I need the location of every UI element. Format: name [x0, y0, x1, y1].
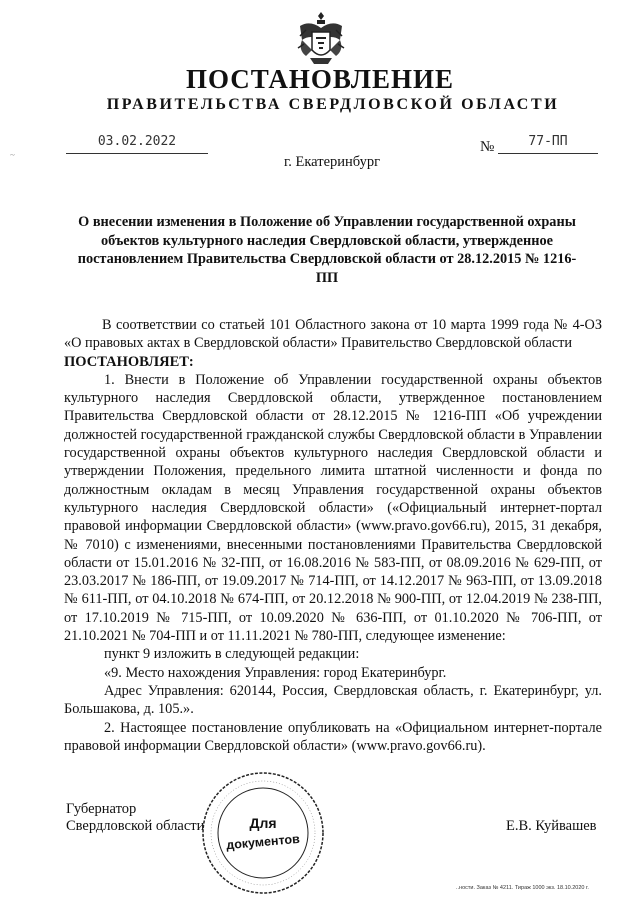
signatory-title-line2: Свердловской области [66, 818, 205, 834]
sub-item-1: пункт 9 изложить в следующей редакции: [104, 646, 360, 663]
sub-item-3: Адрес Управления: 620144, Россия, Свердловская область, г. Екатеринбург, ул. Большакова, д. 105.». [64, 682, 602, 718]
city-line: г. Екатеринбург [283, 154, 381, 170]
signatory-title-line1: Губернатор [66, 801, 137, 817]
issuer-subtitle: ПРАВИТЕЛЬСТВА СВЕРДЛОВСКОЙ ОБЛАСТИ [106, 96, 560, 113]
sub-item-2: «9. Место нахождения Управления: город Екатеринбург. [104, 664, 447, 681]
signatory-name: Е.В. Куйвашев [506, 818, 597, 834]
paragraph-2: 2. Настоящее постановление опубликовать на «Официальном интернет-портале правовой информации Свердловской области» (www.pravo.gov66.ru). [64, 719, 602, 754]
document-date: 03.02.2022 [97, 134, 177, 149]
document-type-title: ПОСТАНОВЛЕНИЕ [185, 64, 455, 94]
number-sign: № [480, 139, 495, 155]
coat-of-arms-icon [296, 10, 346, 66]
margin-mark: ~ [10, 150, 15, 160]
official-stamp [200, 770, 326, 896]
stamp-text-line2: документов [225, 831, 301, 853]
print-footer: ..ности. Заказ № 4211. Тираж 1000 экз. 18.10.2020 г. [456, 885, 589, 891]
paragraph-1: 1. Внести в Положение об Управлении государственной охраны объектов культурного наследия Свердловской области, утвержденное постановлением Правительства Свердловской области от 28.12.2015 № 1216-ПП «Об учреждении должностей государственной гражданской службы Свердловской области в Управлении государственной охраны объектов культурного наследия Свердловской области и утверждении Положения, предельного лимита штатной численности и фонда по должностным окладам в месяц Управления государственной охраны объектов культурного наследия Свердловской области» («Официальный интернет-портал правовой информации Свердловской области» (www.pravo.gov66.ru), 2015, 31 декабря, № 7010) с изменениями, внесенными постановлениями Правительства Свердловской области от 15.01.2016 № 32-ПП, от 16.08.2016 № 583-ПП, от 08.09.2016 № 629-ПП, от 23.03.2017 № 186-ПП, от 19.09.2017 № 714-ПП, от 14.12.2017 № 963-ПП, от 13.09.2018 № 611-ПП, от 04.10.2018 № 674-ПП, от 20.12.2018 № 900-ПП, от 12.04.2019 № 238-ПП, от 17.10.2019 № 715-ПП, от 10.09.2020 № 636-ПП, от 01.10.2020 № 706-ПП, от 21.10.2021 № 704-ПП и от 11.11.2021 № 780-ПП, следующее изменение: [64, 371, 602, 645]
document-body [64, 316, 602, 755]
document-heading: О внесении изменения в Положение об Управлении государственной охраны объектов культурного наследия Свердловской области, утвержденное постановлением Правительства Свердловской области от 28.12.2015 № 1216-ПП [77, 214, 577, 286]
stamp-text-line1: Для [249, 815, 277, 831]
decree-word: ПОСТАНОВЛЯЕТ: [64, 353, 194, 370]
document-number: 77-ПП [528, 134, 568, 149]
preamble: В соответствии со статьей 101 Областного закона от 10 марта 1999 года № 4-ОЗ «О правовых актах в Свердловской области» Правительство Свердловской области [64, 317, 602, 352]
